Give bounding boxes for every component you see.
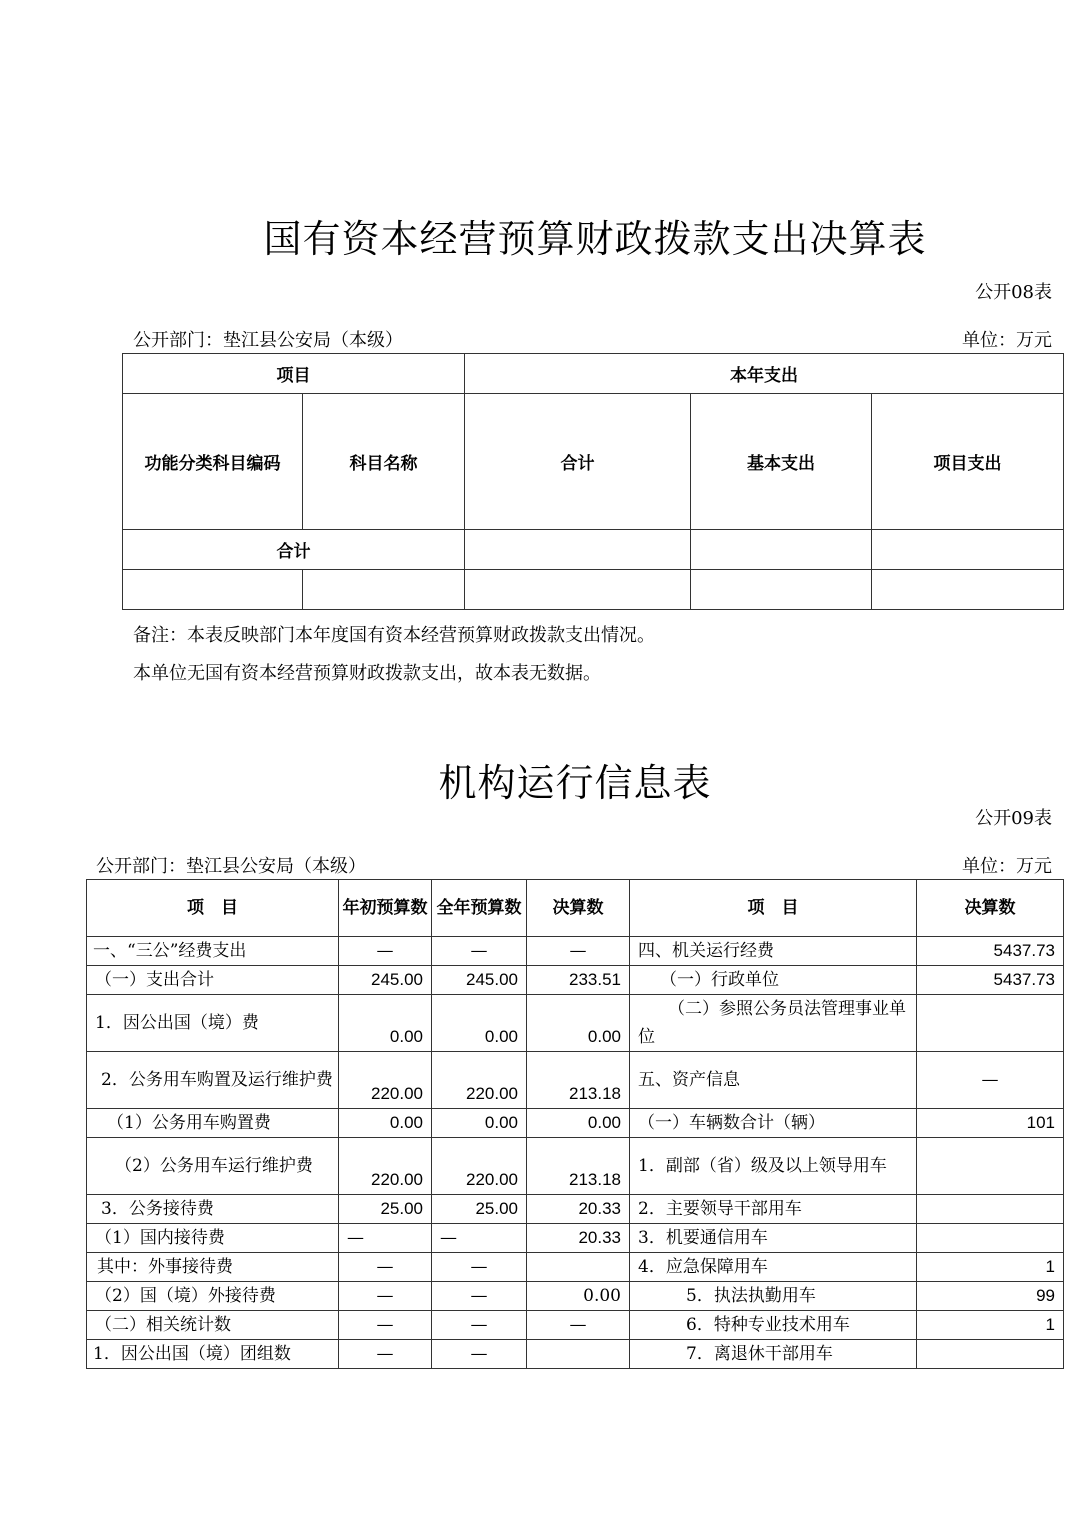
table09-title: 机构运行信息表 xyxy=(438,761,712,805)
row-label: （二）相关统计数 xyxy=(87,1311,339,1340)
dash-cell: — xyxy=(432,937,527,966)
value-cell: 0.00 xyxy=(527,995,630,1052)
header-item-right: 项 目 xyxy=(630,880,917,937)
table-row xyxy=(87,1138,1064,1195)
row-label: 1．因公出国（境）费 xyxy=(87,995,339,1052)
value-cell: 1 xyxy=(917,1311,1064,1340)
value-cell xyxy=(527,1340,630,1369)
header-subject: 科目名称 xyxy=(303,394,465,530)
row-label: 2．公务用车购置及运行维护费 xyxy=(87,1052,339,1109)
dash-cell: — xyxy=(432,1282,527,1311)
value-cell: 245.00 xyxy=(432,966,527,995)
dash-cell: — xyxy=(527,937,630,966)
table-row xyxy=(87,1224,1064,1253)
empty-cell xyxy=(872,570,1064,610)
value-cell: 213.18 xyxy=(527,1052,630,1109)
row-label-right: 五、资产信息 xyxy=(630,1052,917,1109)
value-cell: 5437.73 xyxy=(917,937,1064,966)
total-cell xyxy=(691,530,872,570)
table-row xyxy=(87,966,1064,995)
header-final-left: 决算数 xyxy=(527,880,630,937)
table09-dept: 公开部门：垫江县公安局（本级） xyxy=(96,856,366,877)
dash-cell: — xyxy=(917,1052,1064,1109)
table08-unit: 单位：万元 xyxy=(962,330,1052,351)
table-row xyxy=(87,1282,1064,1311)
dash-cell: — xyxy=(339,1253,432,1282)
row-label-right: 5．执法执勤用车 xyxy=(630,1282,917,1311)
value-cell: 20.33 xyxy=(527,1195,630,1224)
table-row xyxy=(87,1052,1064,1109)
row-label-right: 2．主要领导干部用车 xyxy=(630,1195,917,1224)
value-cell: 213.18 xyxy=(527,1138,630,1195)
table-row xyxy=(87,1195,1064,1224)
table08-dept: 公开部门：垫江县公安局（本级） xyxy=(133,330,403,351)
row-label: （1）国内接待费 xyxy=(87,1224,339,1253)
table08-code: 公开08表 xyxy=(975,282,1052,303)
total-cell xyxy=(465,530,691,570)
row-label: （2）国（境）外接待费 xyxy=(87,1282,339,1311)
dash-cell: — xyxy=(527,1311,630,1340)
value-cell xyxy=(917,1195,1064,1224)
header-project: 项目支出 xyxy=(872,394,1064,530)
table-row xyxy=(87,1253,1064,1282)
empty-cell xyxy=(123,570,303,610)
table09-code: 公开09表 xyxy=(975,808,1052,829)
empty-cell xyxy=(465,570,691,610)
row-label: 其中：外事接待费 xyxy=(87,1253,339,1282)
empty-cell xyxy=(691,570,872,610)
header-final-right: 决算数 xyxy=(917,880,1064,937)
value-cell: 25.00 xyxy=(339,1195,432,1224)
empty-cell xyxy=(303,570,465,610)
dash-cell: — xyxy=(339,1282,432,1311)
table09-unit: 单位：万元 xyxy=(962,856,1052,877)
value-cell xyxy=(917,1224,1064,1253)
row-label-right: （一）车辆数合计（辆） xyxy=(630,1109,917,1138)
value-cell: 25.00 xyxy=(432,1195,527,1224)
value-cell xyxy=(527,1253,630,1282)
dash-cell: — xyxy=(432,1340,527,1369)
row-label: 1．因公出国（境）团组数 xyxy=(87,1340,339,1369)
value-cell: 0.00 xyxy=(339,995,432,1052)
total-cell xyxy=(872,530,1064,570)
value-cell xyxy=(917,1138,1064,1195)
row-label: 3．公务接待费 xyxy=(87,1195,339,1224)
header-this-year: 本年支出 xyxy=(465,354,1064,394)
value-cell: 220.00 xyxy=(432,1138,527,1195)
value-cell: 99 xyxy=(917,1282,1064,1311)
header-full-year-budget: 全年预算数 xyxy=(432,880,527,937)
dash-cell: — xyxy=(432,1253,527,1282)
value-cell: 0.00 xyxy=(432,1109,527,1138)
value-cell xyxy=(917,1340,1064,1369)
row-label-right: （二）参照公务员法管理事业单位 xyxy=(630,995,917,1052)
row-label: （一）支出合计 xyxy=(87,966,339,995)
table-row xyxy=(87,1109,1064,1138)
dash-cell: — xyxy=(339,1311,432,1340)
value-cell: 220.00 xyxy=(339,1052,432,1109)
dash-cell: — xyxy=(432,1224,527,1253)
header-total: 合计 xyxy=(465,394,691,530)
row-label: 一、“三公”经费支出 xyxy=(87,937,339,966)
value-cell: 220.00 xyxy=(339,1138,432,1195)
row-label-right: 4．应急保障用车 xyxy=(630,1253,917,1282)
value-cell: 5437.73 xyxy=(917,966,1064,995)
header-basic: 基本支出 xyxy=(691,394,872,530)
header-func-code: 功能分类科目编码 xyxy=(123,394,303,530)
dash-cell: — xyxy=(432,1311,527,1340)
dash-cell: — xyxy=(339,1224,432,1253)
table-row xyxy=(87,1340,1064,1369)
value-cell: 0.00 xyxy=(339,1109,432,1138)
value-cell: 1 xyxy=(917,1253,1064,1282)
row-label-right: 四、机关运行经费 xyxy=(630,937,917,966)
table08-note-1: 备注：本表反映部门本年度国有资本经营预算财政拨款支出情况。 xyxy=(133,625,655,646)
table08-title: 国有资本经营预算财政拨款支出决算表 xyxy=(263,217,927,261)
value-cell xyxy=(917,995,1064,1052)
table08-note-2: 本单位无国有资本经营预算财政拨款支出，故本表无数据。 xyxy=(133,663,601,684)
row-label-right: 1．副部（省）级及以上领导用车 xyxy=(630,1138,917,1195)
row-label: （2）公务用车运行维护费 xyxy=(87,1138,339,1195)
row-label-right: 6．特种专业技术用车 xyxy=(630,1311,917,1340)
row-label-right: 3．机要通信用车 xyxy=(630,1224,917,1253)
value-cell: 20.33 xyxy=(527,1224,630,1253)
row-label-right: 7．离退休干部用车 xyxy=(630,1340,917,1369)
dash-cell: — xyxy=(339,1340,432,1369)
header-item-left: 项 目 xyxy=(87,880,339,937)
value-cell: 0.00 xyxy=(527,1282,630,1311)
dash-cell: — xyxy=(339,937,432,966)
row-label-right: （一）行政单位 xyxy=(630,966,917,995)
table08 xyxy=(122,353,1064,610)
value-cell: 0.00 xyxy=(527,1109,630,1138)
table-row xyxy=(87,995,1064,1052)
table-row xyxy=(87,937,1064,966)
table09 xyxy=(86,879,1064,1369)
value-cell: 101 xyxy=(917,1109,1064,1138)
row-label: （1）公务用车购置费 xyxy=(87,1109,339,1138)
value-cell: 245.00 xyxy=(339,966,432,995)
table-row xyxy=(87,1311,1064,1340)
header-item: 项目 xyxy=(123,354,465,394)
header-initial-budget: 年初预算数 xyxy=(339,880,432,937)
value-cell: 233.51 xyxy=(527,966,630,995)
value-cell: 0.00 xyxy=(432,995,527,1052)
value-cell: 220.00 xyxy=(432,1052,527,1109)
total-row-label: 合计 xyxy=(123,530,465,570)
